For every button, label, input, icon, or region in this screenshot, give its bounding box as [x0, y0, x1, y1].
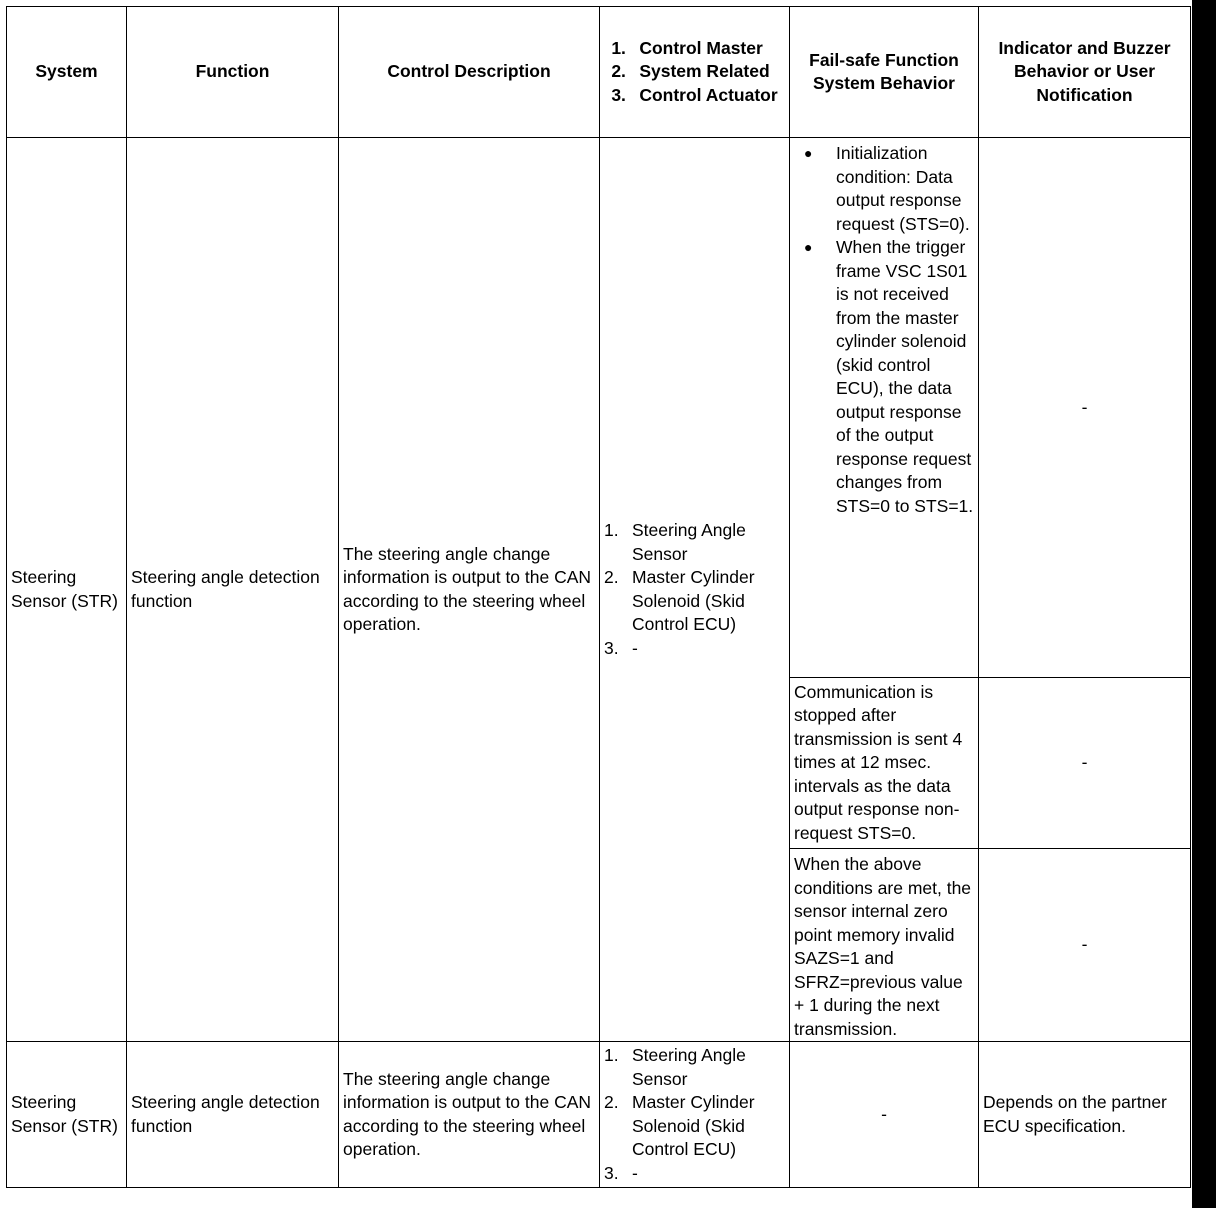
header-control-actuator: Control Actuator [639, 84, 778, 105]
row2-control-description: The steering angle change information is output to the CAN according to the steering wheel operation. [339, 1042, 600, 1188]
row2-control-items [600, 1042, 790, 1188]
header-function: Function [127, 7, 339, 138]
table-row [7, 138, 1191, 678]
right-edge-bar [1192, 0, 1216, 1208]
row2-system: Steering Sensor (STR) [7, 1042, 127, 1188]
spec-table [6, 6, 1191, 1188]
row1-control-list [604, 519, 785, 660]
header-control-description: Control Description [339, 7, 600, 138]
row1-control-description: The steering angle change information is output to the CAN according to the steering wheel operation. [339, 138, 600, 1042]
list-item: 1. Steering Angle Sensor [604, 1045, 746, 1089]
header-system-related: System Related [639, 61, 770, 82]
header-failsafe: Fail-safe Function System Behavior [790, 7, 979, 138]
header-control-items [600, 7, 790, 138]
row1-failsafe-bullets [794, 142, 974, 518]
row1-control-items [600, 138, 790, 1042]
row1-system: Steering Sensor (STR) [7, 138, 127, 1042]
row2-failsafe: - [790, 1042, 979, 1188]
row1-indicator-a: - [979, 138, 1191, 678]
row1-failsafe-a [790, 138, 979, 678]
list-item: 3. - [604, 637, 638, 658]
list-item: ● Initialization condition: Data output response request (STS=0). [804, 142, 974, 236]
list-item: 1. Steering Angle Sensor [604, 520, 746, 564]
row2-function: Steering angle detection function [127, 1042, 339, 1188]
bullet-icon: ● [804, 239, 813, 255]
row1-function: Steering angle detection function [127, 138, 339, 1042]
header-row [7, 7, 1191, 138]
list-item: ● When the trigger frame VSC 1S01 is not received from the master cylinder solenoid (skid control ECU), the data output response of the output response request changes from STS=0 to STS=1. [804, 236, 974, 518]
header-indicator: Indicator and Buzzer Behavior or User Notification [979, 7, 1191, 138]
row1-indicator-b: - [979, 678, 1191, 849]
row1-failsafe-c: When the above conditions are met, the sensor internal zero point memory invalid SAZS=1 and SFRZ=previous value + 1 during the next transmission. [790, 849, 979, 1042]
bullet-icon: ● [804, 145, 813, 161]
row1-failsafe-b: Communication is stopped after transmission is sent 4 times at 12 msec. intervals as the data output response non-request STS=0. [790, 678, 979, 849]
list-item: 3. - [604, 1162, 638, 1183]
header-control-master: Control Master [639, 37, 763, 58]
header-system: System [7, 7, 127, 138]
row2-control-list [604, 1044, 785, 1185]
row2-indicator: Depends on the partner ECU specification. [979, 1042, 1191, 1188]
table-row [7, 1042, 1191, 1188]
row1-indicator-c: - [979, 849, 1191, 1042]
list-item: 2. Master Cylinder Solenoid (Skid Control ECU) [604, 567, 755, 634]
list-item: 2. Master Cylinder Solenoid (Skid Control ECU) [604, 1092, 755, 1159]
header-control-list: 1. Control Master 2. System Related 3. Control Actuator [611, 37, 777, 108]
